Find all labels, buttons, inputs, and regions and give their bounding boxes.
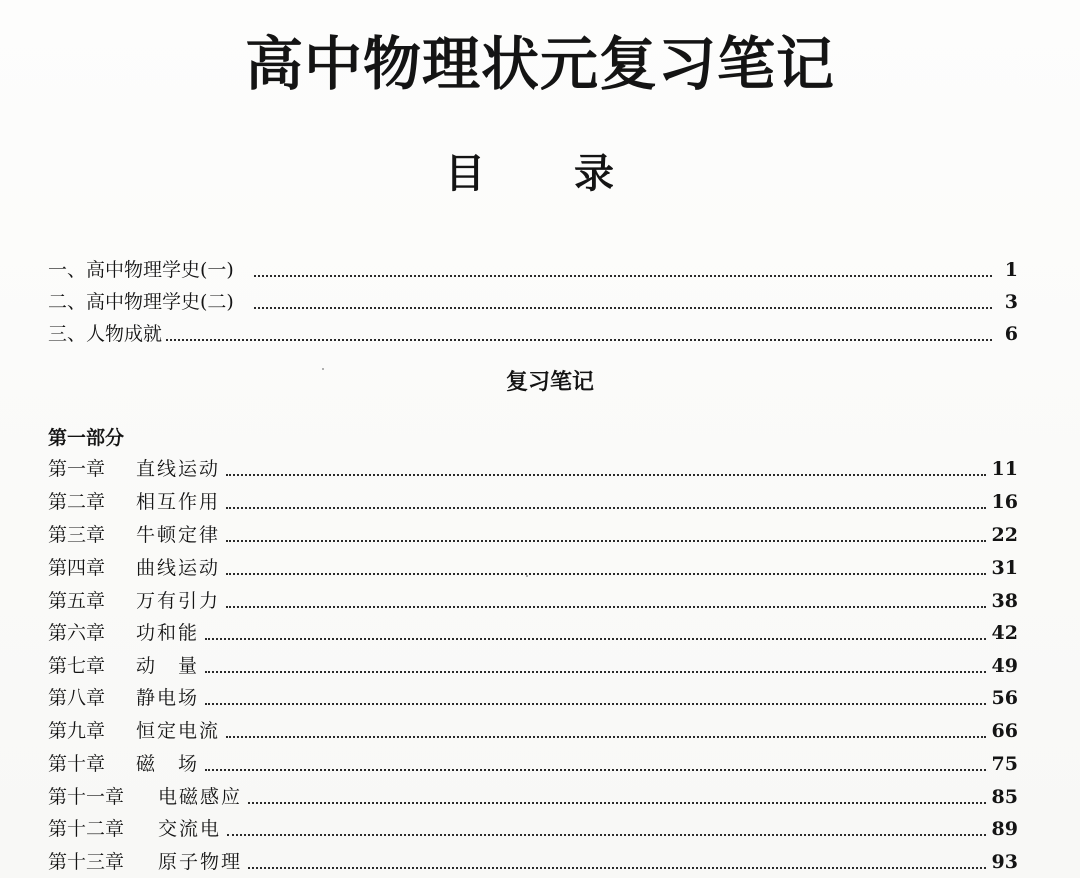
chapter-page: 22 — [991, 524, 1018, 546]
toc-heading-char-1: 目 — [445, 151, 485, 197]
chapter-name: 直线运动 — [136, 458, 221, 480]
toc-entry-page: 1 — [1004, 259, 1018, 281]
dot-leader — [205, 769, 986, 771]
chapter-number: 第九章 — [48, 720, 106, 742]
toc-chapter-row[interactable] — [48, 518, 1018, 548]
chapter-number: 第一章 — [48, 458, 106, 480]
chapter-number: 第三章 — [48, 524, 106, 546]
dot-leader — [226, 606, 986, 608]
chapter-number: 第八章 — [48, 687, 106, 709]
chapter-number: 第十章 — [48, 753, 106, 775]
toc-entry-page: 6 — [1004, 323, 1018, 345]
chapter-name: 相互作用 — [136, 491, 221, 513]
chapter-name: 原子物理 — [158, 851, 243, 873]
chapter-number: 第十三章 — [48, 851, 125, 873]
chapter-page: 49 — [991, 655, 1018, 677]
section-heading: 复习笔记 — [505, 370, 594, 395]
toc-entry-label: 一、高中物理学史(一) — [48, 259, 234, 281]
dot-leader — [254, 307, 992, 309]
toc-chapter-row[interactable] — [48, 845, 1018, 875]
chapter-page: 89 — [991, 818, 1018, 840]
toc-chapter-row[interactable] — [48, 649, 1018, 679]
chapter-number: 第十二章 — [48, 818, 125, 840]
toc-chapter-row[interactable] — [48, 551, 1018, 581]
toc-chapter-row[interactable] — [48, 747, 1018, 777]
toc-chapter-row[interactable] — [48, 584, 1018, 614]
toc-entry-label: 二、高中物理学史(二) — [48, 291, 234, 313]
dot-leader — [254, 275, 992, 277]
dot-leader — [226, 540, 986, 542]
chapter-name: 恒定电流 — [136, 720, 221, 742]
document-title: 高中物理状元复习笔记 — [244, 30, 835, 98]
dot-leader — [205, 703, 986, 705]
scan-speck — [526, 575, 528, 577]
chapter-name: 万有引力 — [136, 590, 221, 612]
chapter-number: 第十一章 — [48, 786, 125, 808]
scan-speck — [322, 368, 324, 370]
chapter-page: 11 — [991, 458, 1018, 480]
chapter-page: 16 — [991, 491, 1018, 513]
chapter-page: 93 — [991, 851, 1018, 873]
chapter-name: 动 量 — [136, 655, 200, 677]
dot-leader — [226, 474, 986, 476]
chapter-number: 第二章 — [48, 491, 106, 513]
dot-leader — [226, 507, 986, 509]
chapter-page: 85 — [991, 786, 1018, 808]
toc-entry[interactable] — [48, 285, 1018, 315]
toc-chapter-row[interactable] — [48, 780, 1018, 810]
chapter-page: 66 — [991, 720, 1018, 742]
part-heading: 第一部分 — [48, 427, 125, 449]
chapter-name: 功和能 — [136, 622, 200, 644]
chapter-name: 静电场 — [136, 687, 200, 709]
toc-heading — [0, 144, 1080, 204]
chapter-name: 交流电 — [158, 818, 222, 840]
toc-chapter-row[interactable] — [48, 485, 1018, 515]
toc-entry[interactable] — [48, 253, 1018, 283]
chapter-page: 31 — [991, 557, 1018, 579]
dot-leader — [226, 573, 986, 575]
dot-leader — [166, 339, 992, 341]
toc-entry[interactable] — [48, 317, 1018, 347]
chapter-page: 56 — [991, 687, 1018, 709]
chapter-number: 第五章 — [48, 590, 106, 612]
dot-leader — [205, 671, 986, 673]
toc-entry-page: 3 — [1004, 291, 1018, 313]
chapter-page: 75 — [991, 753, 1018, 775]
chapter-name: 磁 场 — [136, 753, 200, 775]
chapter-page: 38 — [991, 590, 1018, 612]
dot-leader — [226, 736, 986, 738]
chapter-page: 42 — [991, 622, 1018, 644]
chapter-number: 第四章 — [48, 557, 106, 579]
toc-chapter-row[interactable] — [48, 616, 1018, 646]
toc-chapter-row[interactable] — [48, 452, 1018, 482]
dot-leader — [248, 802, 986, 804]
chapter-number: 第六章 — [48, 622, 106, 644]
dot-leader — [227, 834, 986, 836]
toc-chapter-row[interactable] — [48, 714, 1018, 744]
dot-leader — [248, 867, 986, 869]
chapter-number: 第七章 — [48, 655, 106, 677]
chapter-name: 牛顿定律 — [136, 524, 221, 546]
toc-entry-label: 三、人物成就 — [48, 323, 163, 345]
toc-chapter-row[interactable] — [48, 812, 1018, 842]
toc-chapter-row[interactable] — [48, 681, 1018, 711]
chapter-name: 电磁感应 — [158, 786, 243, 808]
chapter-name: 曲线运动 — [136, 557, 221, 579]
dot-leader — [205, 638, 986, 640]
toc-heading-char-2: 录 — [574, 151, 614, 197]
